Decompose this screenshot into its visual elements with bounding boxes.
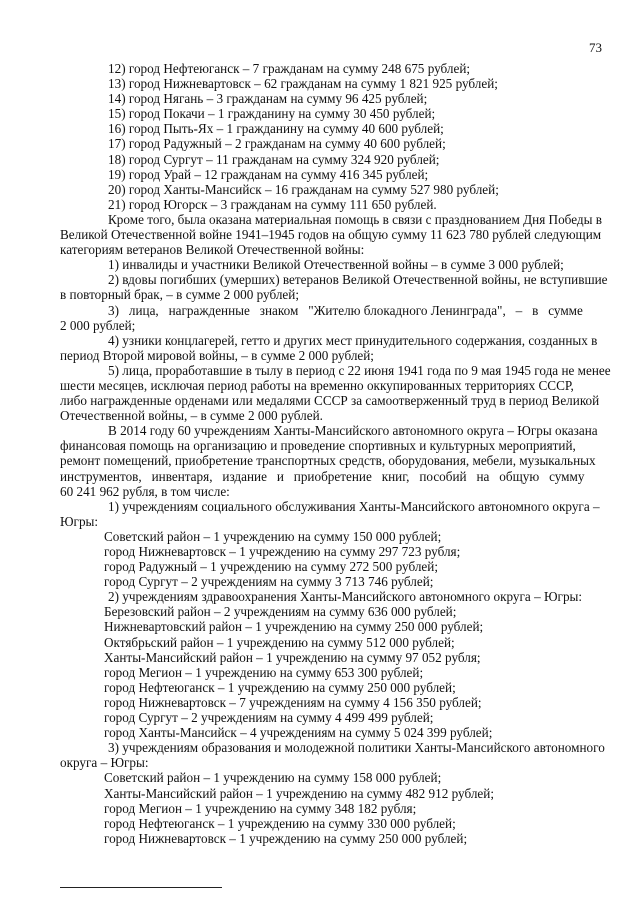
list-item: 12) город Нефтеюганск – 7 гражданам на сумму 248 675 рублей; [108, 61, 471, 76]
list-item: 16) город Пыть-Ях – 1 гражданину на сумму 40 600 рублей; [108, 121, 444, 137]
section-heading-cont: Югры: [60, 513, 99, 529]
category-5-cont: шести месяцев, исключая период работы на временно оккупированных территориях СССР, [60, 377, 574, 393]
section-heading-cont: округа – Югры: [60, 755, 149, 771]
category-2-cont: в повторный брак, – в сумме 2 000 рублей; [60, 287, 299, 303]
list-item: Советский район – 1 учреждению на сумму 158 000 рублей; [104, 770, 442, 786]
victory-paragraph [60, 212, 603, 257]
category-4-cont: период Второй мировой войны, – в сумме 2 000 рублей; [60, 347, 374, 363]
list-item: 20) город Ханты-Мансийск – 16 гражданам на сумму 527 980 рублей; [108, 181, 499, 197]
list-item: 17) город Радужный – 2 гражданам на сумму 40 600 рублей; [108, 136, 446, 152]
page-content [60, 61, 611, 846]
list-item: Октябрьский район – 1 учреждению на сумму 512 000 рублей; [104, 634, 455, 650]
paragraph-line: инструментов, инвентаря, издание и приобретение книг, пособий на общую сумму [60, 468, 585, 484]
list-item: город Нижневартовск – 7 учреждениям на сумму 4 156 350 рублей; [104, 694, 482, 710]
paragraph-line: финансовая помощь на организацию и проведение спортивных и культурных мероприятий, [60, 438, 576, 454]
page-number: 73 [589, 40, 602, 55]
list-item: Советский район – 1 учреждению на сумму 150 000 рублей; [104, 528, 442, 544]
list-item: город Нижневартовск – 1 учреждению на сумму 250 000 рублей; [104, 830, 468, 846]
list-item: город Сургут – 2 учреждениям на сумму 4 499 499 рублей; [104, 710, 434, 726]
section-heading: 3) учреждениям образования и молодежной политики Ханты-Мансийского автономного [108, 740, 605, 756]
list-item: 18) город Сургут – 11 гражданам на сумму 324 920 рублей; [108, 151, 440, 167]
list-item: город Сургут – 2 учреждениям на сумму 3 713 746 рублей; [104, 574, 434, 590]
list-item: Нижневартовский район – 1 учреждению на сумму 250 000 рублей; [104, 619, 484, 635]
education-section [60, 740, 603, 846]
health-section [60, 589, 603, 740]
list-item: Березовский район – 2 учреждениям на сумму 636 000 рублей; [104, 604, 457, 620]
paragraph-line: Великой Отечественной войне 1941–1945 годов на общую сумму 11 623 780 рублей следующим [60, 227, 602, 243]
institutions-paragraph [60, 423, 603, 498]
social-section [60, 499, 603, 590]
section-heading: 2) учреждениям здравоохранения Ханты-Мансийского автономного округа – Югры: [108, 589, 583, 605]
list-item: город Мегион – 1 учреждению на сумму 348 182 рубля; [104, 800, 417, 816]
veteran-categories [60, 257, 611, 424]
list-item: город Нефтеюганск – 1 учреждению на сумму 250 000 рублей; [104, 679, 456, 695]
paragraph-line: ремонт помещений, приобретение транспортных средств, оборудования, мебели, музыкальных [60, 453, 596, 469]
footnote-divider [60, 887, 222, 888]
list-item: город Нижневартовск – 1 учреждению на сумму 297 723 рубля; [104, 544, 461, 559]
category-3: 3) лица, награжденные знаком "Жителю блокадного Ленинграда", – в сумме [108, 302, 583, 318]
list-item: 14) город Нягань – 3 гражданам на сумму 96 425 рублей; [108, 91, 428, 107]
category-2: 2) вдовы погибших (умерших) ветеранов Великой Отечественной войны, не вступившие [108, 272, 608, 288]
list-item: город Радужный – 1 учреждению на сумму 272 500 рублей; [104, 559, 438, 575]
list-item: 15) город Покачи – 1 гражданину на сумму 30 450 рублей; [108, 106, 436, 122]
category-4: 4) узники концлагерей, гетто и других мест принудительного содержания, созданных в [108, 332, 598, 348]
list-item: город Ханты-Мансийск – 4 учреждениям на сумму 5 024 399 рублей; [104, 725, 493, 741]
category-5: 5) лица, проработавшие в тылу в период с 22 июня 1941 года по 9 мая 1945 года не менее [108, 362, 611, 378]
category-1: 1) инвалиды и участники Великой Отечественной войны – в сумме 3 000 рублей; [108, 257, 564, 273]
category-5-cont: либо награжденные орденами или медалями СССР за самоотверженный труд в период Великой [60, 393, 600, 409]
list-item: 21) город Югорск – 3 гражданам на сумму 111 650 рублей. [108, 196, 437, 212]
section-heading: 1) учреждениям социального обслуживания Ханты-Мансийского автономного округа – [108, 498, 600, 514]
list-item: город Нефтеюганск – 1 учреждению на сумму 330 000 рублей; [104, 815, 456, 831]
paragraph-line: В 2014 году 60 учреждениям Ханты-Мансийского автономного округа – Югры оказана [108, 423, 598, 439]
cities-list [60, 61, 603, 212]
list-item: Ханты-Мансийский район – 1 учреждению на сумму 482 912 рублей; [104, 785, 494, 801]
list-item: 19) город Урай – 12 гражданам на сумму 416 345 рублей; [108, 166, 429, 182]
list-item: Ханты-Мансийский район – 1 учреждению на сумму 97 052 рубля; [104, 649, 481, 665]
list-item: город Мегион – 1 учреждению на сумму 653 300 рублей; [104, 664, 424, 680]
list-item: 13) город Нижневартовск – 62 гражданам на сумму 1 821 925 рублей; [108, 76, 498, 92]
category-3-cont: 2 000 рублей; [60, 317, 136, 333]
paragraph-line: категориям ветеранов Великой Отечественной войны: [60, 242, 365, 258]
paragraph-line: Кроме того, была оказана материальная помощь в связи с празднованием Дня Победы в [108, 211, 602, 227]
paragraph-line: 60 241 962 рубля, в том числе: [60, 483, 230, 499]
category-5-cont: Отечественной войны, – в сумме 2 000 рублей. [60, 408, 323, 424]
